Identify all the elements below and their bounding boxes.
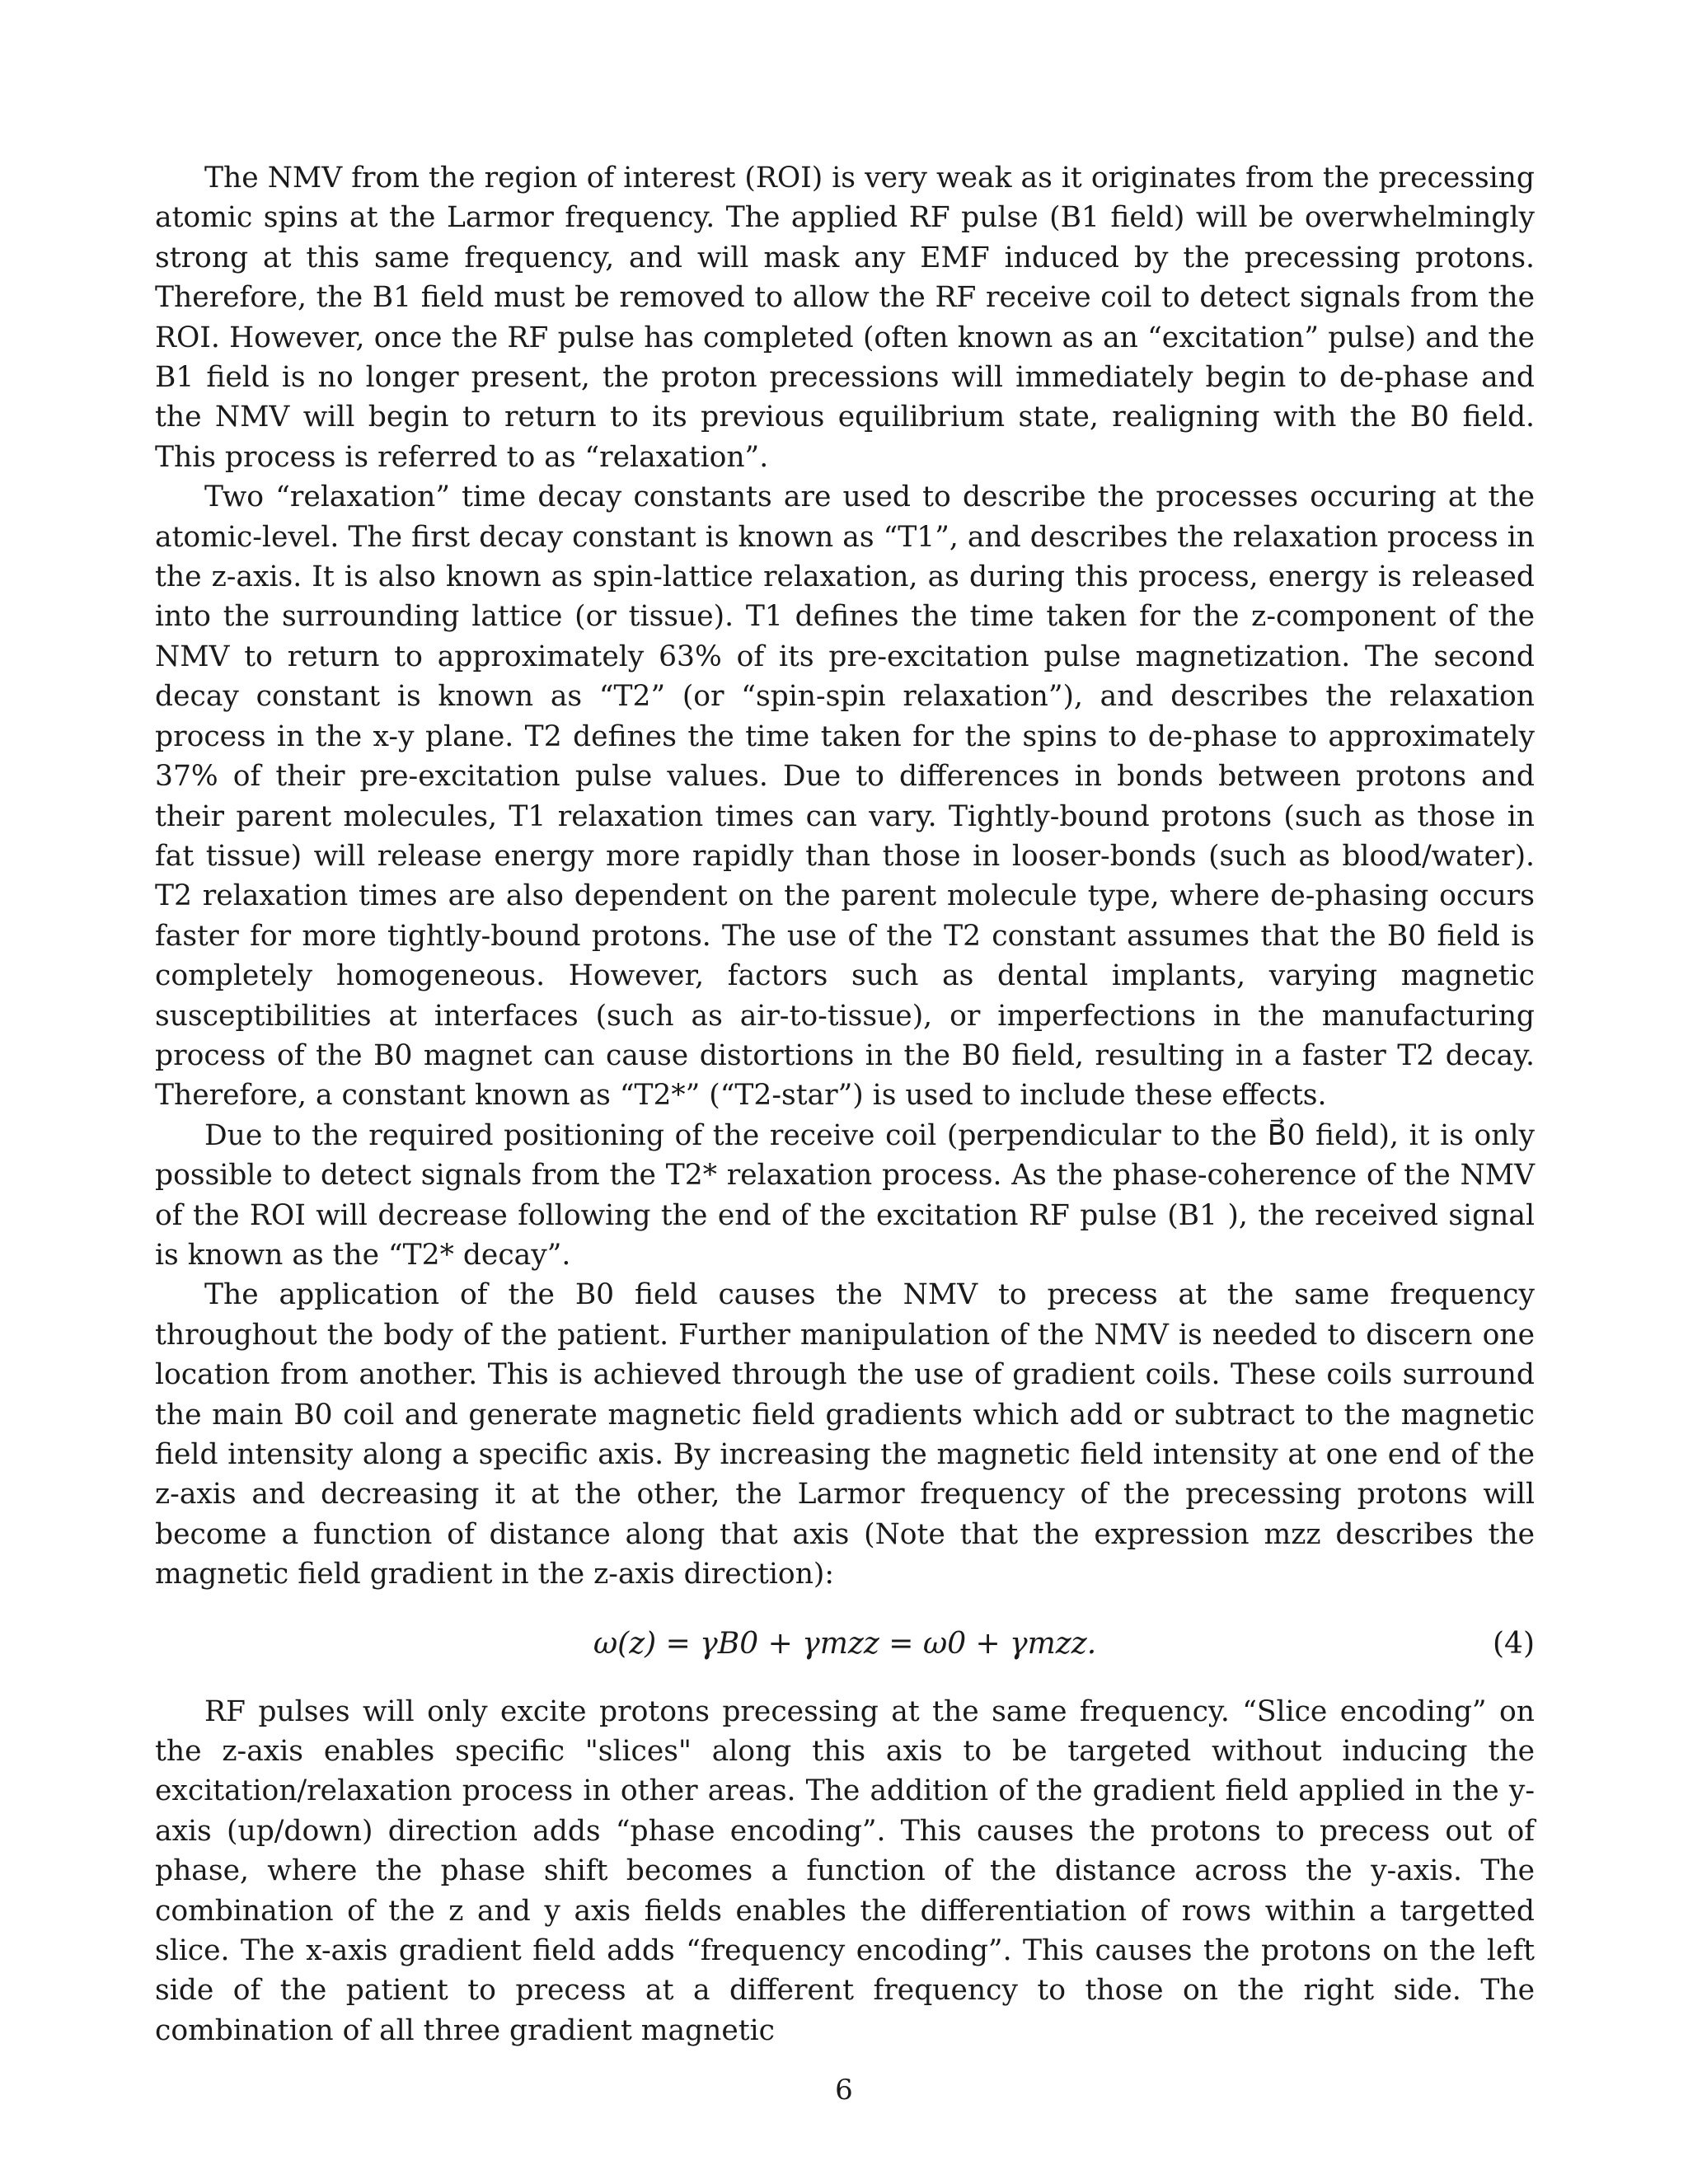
paragraph-decay-constants: Two “relaxation” time decay constants are used to describe the processes occuring at the atomic-level. The first decay constant is known as “T1”, and describes the relaxation process in the z-axis. It is also known as spin-lattice relaxation, as during this process, energy is released into the surrounding lattice (or tissue). T1 defines the time taken for the z-component of the NMV to return to approximately 63% of its pre-excitation pulse magnetization. The second decay constant is known as “T2” (or “spin-spin relaxation”), and describes the relaxation process in the x-y plane. T2 defines the time taken for the spins to de-phase to approximately 37% of their pre-excitation pulse values. Due to differences in bonds between protons and their parent molecules, T1 relaxation times can vary. Tightly-bound protons (such as those in fat tissue) will release energy more rapidly than those in looser-bonds (such as blood/water). T2 relaxation times are also dependent on the parent molecule type, where de-phasing occurs faster for more tightly-bound protons. The use of the T2 constant assumes that the B0 field is completely homogeneous. However, factors such as dental implants, varying magnetic susceptibilities at interfaces (such as air-to-tissue), or imperfections in the manufacturing process of the B0 magnet can cause distortions in the B0 field, resulting in a faster T2 decay. Therefore, a constant known as “T2*” (“T2-star”) is used to include these effects. bbox=[155, 480, 1535, 1113]
paragraph-encoding: RF pulses will only excite protons precessing at the same frequency. “Slice encoding” on the z-axis enables specific "slices" along this axis to be targeted without inducing the excitation/relaxation process in other areas. The addition of the gradient field applied in the y-axis (up/down) direction adds “phase encoding”. This causes the protons to precess out of phase, where the phase shift becomes a function of the distance across the y-axis. The combination of the z and y axis fields enables the differentiation of rows within a targetted slice. The x-axis gradient field adds “frequency encoding”. This causes the protons on the left side of the patient to precess at a different frequency to those on the right side. The combination of all three gradient magnetic bbox=[155, 1694, 1535, 2047]
equation-expression: ω(z) = γB0 + γmzz = ω0 + γmzz. bbox=[593, 1626, 1097, 1661]
equation-4 bbox=[155, 1615, 1535, 1674]
page-number: 6 bbox=[835, 2074, 853, 2107]
equation-number: (4) bbox=[1493, 1626, 1535, 1661]
paragraph-receive-coil: Due to the required positioning of the receive coil (perpendicular to the B⃗0 field), it is only possible to detect signals from the T2* relaxation process. As the phase-coherence of the NMV of the ROI will decrease following the end of the excitation RF pulse (B1 ), the received signal is known as the “T2* decay”. bbox=[155, 1118, 1535, 1272]
paragraph-relaxation-intro: The NMV from the region of interest (ROI) is very weak as it originates from the precessing atomic spins at the Larmor frequency. The applied RF pulse (B1 field) will be overwhelmingly strong at this same frequency, and will mask any EMF induced by the precessing protons. Therefore, the B1 field must be removed to allow the RF receive coil to detect signals from the ROI. However, once the RF pulse has completed (often known as an “excitation” pulse) and the B1 field is no longer present, the proton precessions will immediately begin to de-phase and the NMV will begin to return to its previous equilibrium state, realigning with the B0 field. This process is referred to as “relaxation”. bbox=[155, 162, 1535, 474]
paragraph-gradient-coils: The application of the B0 field causes the NMV to precess at the same frequency throughout the body of the patient. Further manipulation of the NMV is needed to discern one location from another. This is achieved through the use of gradient coils. These coils surround the main B0 coil and generate magnetic field gradients which add or subtract to the magnetic field intensity along a specific axis. By increasing the magnetic field intensity at one end of the z-axis and decreasing it at the other, the Larmor frequency of the precessing protons will become a function of distance along that axis (Note that the expression mzz describes the magnetic field gradient in the z-axis direction): bbox=[155, 1278, 1535, 1591]
body-text bbox=[155, 158, 1535, 2050]
